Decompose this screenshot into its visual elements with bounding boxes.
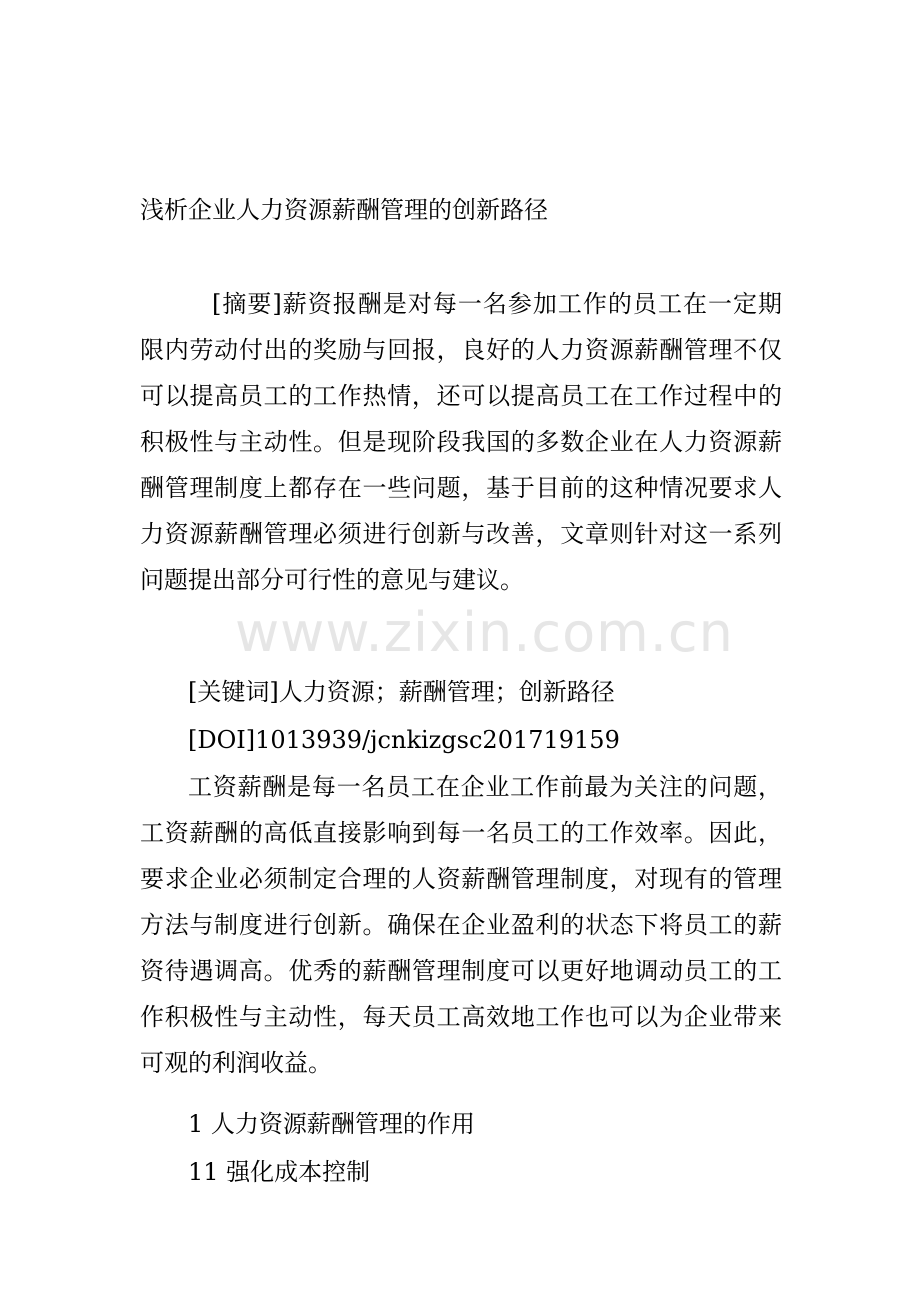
- body-paragraph: 工资薪酬是每一名员工在企业工作前最为关注的问题，工资薪酬的高低直接影响到每一名员工的工作效率。因此，要求企业必须制定合理的人资薪酬管理制度，对现有的管理方法与制度进行创新。确保在企业盈利的状态下将员工的薪资待遇调高。优秀的薪酬管理制度可以更好地调动员工的工作积极性与主动性，每天员工高效地工作也可以为企业带来可观的利润收益。: [140, 773, 782, 1077]
- section-heading: 1 人力资源薪酬管理的作用: [188, 1110, 475, 1138]
- abstract-paragraph: [摘要]薪资报酬是对每一名参加工作的员工在一定期限内劳动付出的奖励与回报，良好的人力资源薪酬管理不仅可以提高员工的工作热情，还可以提高员工在工作过程中的积极性与主动性。但是现阶段我国的多数企业在人力资源薪酬管理制度上都存在一些问题，基于目前的这种情况要求人力资源薪酬管理必须进行创新与改善，文章则针对这一系列问题提出部分可行性的意见与建议。: [140, 290, 782, 594]
- keywords-line: [关键词]人力资源；薪酬管理；创新路径: [188, 678, 615, 706]
- document-title: 浅析企业人力资源薪酬管理的创新路径: [140, 196, 548, 224]
- watermark: www.zixin.com.cn: [235, 601, 734, 664]
- doi-line: [DOI]1013939/jcnkizgsc201719159: [188, 726, 620, 754]
- subsection-heading: 11 强化成本控制: [188, 1158, 371, 1186]
